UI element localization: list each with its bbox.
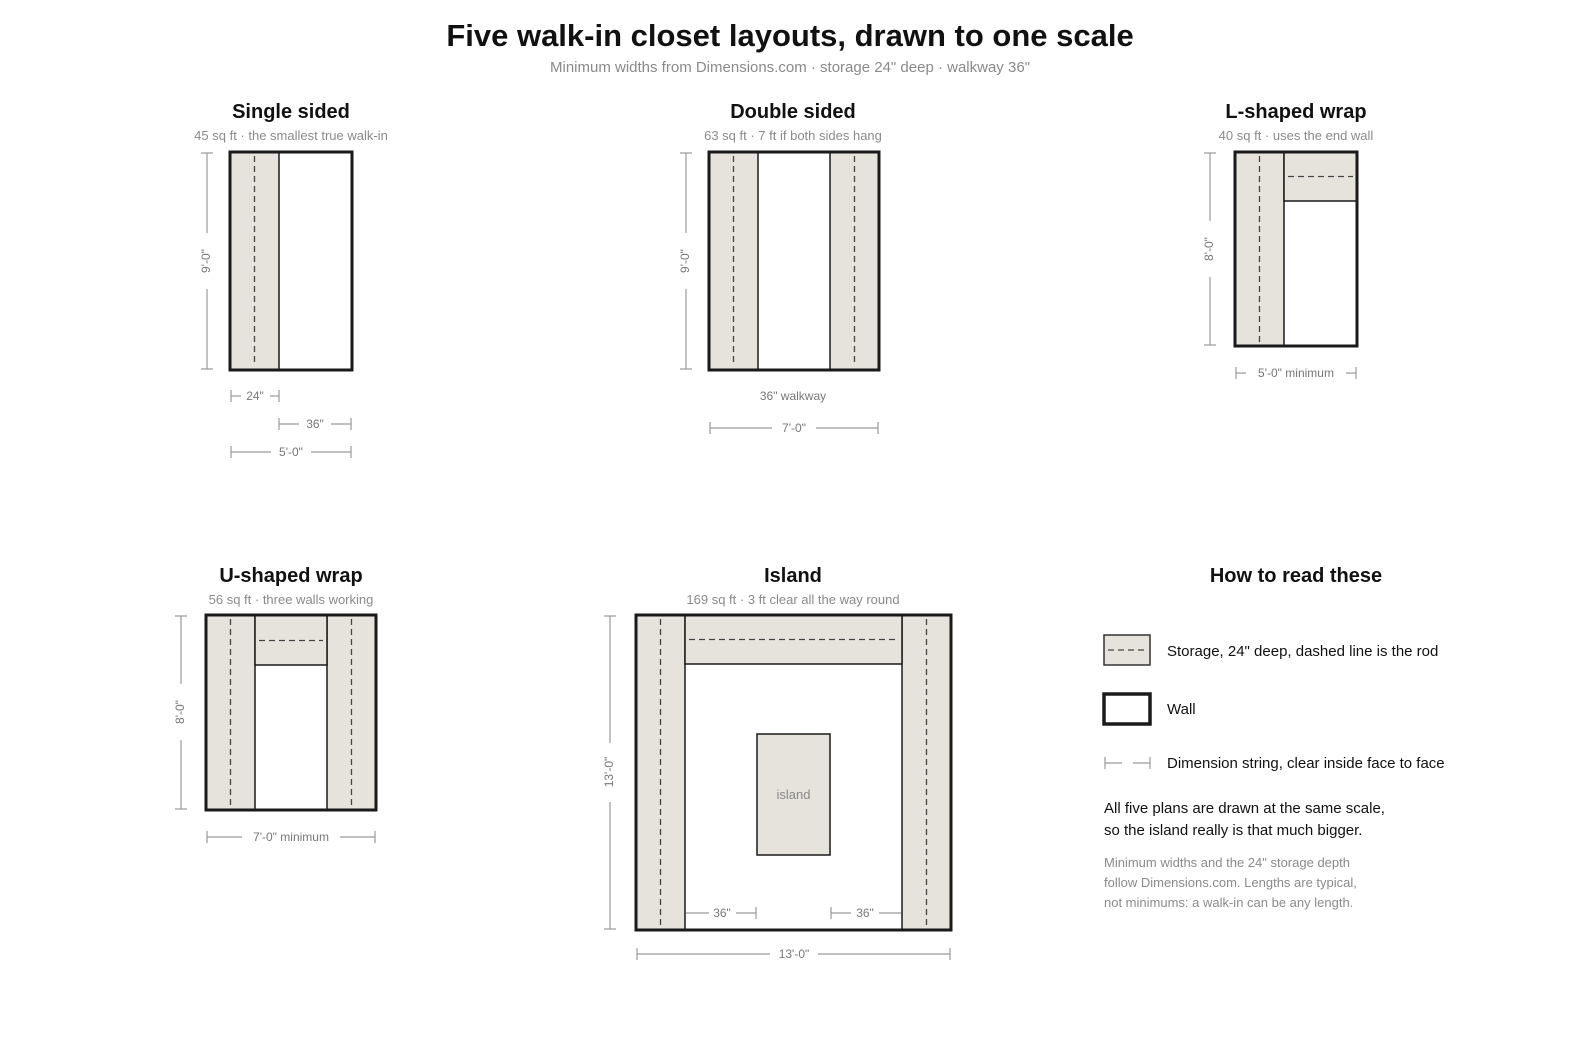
dimension-label: 7'-0" minimum <box>253 830 329 844</box>
plan-title: Double sided <box>730 101 856 123</box>
plan-subtitle: 56 sq ft · three walls working <box>208 592 374 607</box>
dimension-width <box>207 830 375 844</box>
island-label: island <box>776 787 811 802</box>
plan-subtitle: 40 sq ft · uses the end wall <box>1218 128 1374 143</box>
plan-subtitle: 169 sq ft · 3 ft clear all the way round <box>686 592 900 607</box>
dimension-width <box>1236 366 1356 380</box>
dimension-label: 13'-0" <box>778 947 810 961</box>
plan-title: U-shaped wrap <box>219 565 363 587</box>
plan-l-shaped-wrap <box>1202 101 1373 380</box>
dimension-height <box>199 153 213 369</box>
wall-swatch-icon <box>1104 694 1150 724</box>
legend-item-dimension <box>1105 755 1445 772</box>
dimension-label: 7'-0" <box>782 421 806 435</box>
legend-label: Dimension string, clear inside face to face <box>1167 755 1445 772</box>
dimension-label: 8'-0" <box>173 700 188 724</box>
plan-u-shaped-wrap <box>173 565 376 844</box>
legend-item-storage <box>1104 635 1438 665</box>
dimension-height <box>1202 153 1216 345</box>
page-subtitle: Minimum widths from Dimensions.com · storage 24" deep · walkway 36" <box>550 59 1030 76</box>
dimension-height <box>678 153 692 369</box>
walkway-note: 36" walkway <box>759 389 827 403</box>
source-note-line: not minimums: a walk-in can be any length. <box>1104 895 1354 910</box>
plan-single-sided <box>194 101 388 459</box>
dimension-label: 36" <box>856 906 874 920</box>
legend-label: Wall <box>1167 701 1196 718</box>
plan-double-sided <box>678 101 882 435</box>
page-title: Five walk-in closet layouts, drawn to one scale <box>446 18 1134 53</box>
scale-note-line: so the island really is that much bigger. <box>1104 822 1363 839</box>
dimension-label: 24" <box>246 389 264 403</box>
source-note-line: Minimum widths and the 24" storage depth <box>1104 855 1350 870</box>
dimension-walkway <box>279 417 351 431</box>
legend <box>1104 565 1445 910</box>
dimension-height <box>173 616 187 809</box>
legend-item-wall <box>1104 694 1196 724</box>
plan-island <box>602 565 951 961</box>
plan-subtitle: 63 sq ft · 7 ft if both sides hang <box>704 128 882 143</box>
dimension-storage <box>231 389 279 403</box>
scale-note-line: All five plans are drawn at the same scale, <box>1104 800 1385 817</box>
dimension-label: 13'-0" <box>602 756 617 788</box>
dimension-width <box>710 421 878 435</box>
dimension-label: 8'-0" <box>1202 237 1217 261</box>
dimension-height <box>602 616 616 929</box>
dimension-width <box>637 947 950 961</box>
plan-title: Island <box>764 565 822 587</box>
source-note-line: follow Dimensions.com. Lengths are typical, <box>1104 875 1357 890</box>
plan-title: L-shaped wrap <box>1225 101 1367 123</box>
dimension-width <box>231 445 351 459</box>
storage-swatch-icon <box>1104 635 1150 665</box>
dimension-label: 5'-0" minimum <box>1258 366 1334 380</box>
dimension-label: 5'-0" <box>279 445 303 459</box>
plan-subtitle: 45 sq ft · the smallest true walk-in <box>194 128 388 143</box>
dimension-label: 36" <box>713 906 731 920</box>
dimension-label: 36" <box>306 417 324 431</box>
dimension-label: 9'-0" <box>199 249 214 273</box>
dimension-label: 9'-0" <box>678 249 693 273</box>
plan-title: Single sided <box>232 101 350 123</box>
legend-label: Storage, 24" deep, dashed line is the rod <box>1167 643 1439 660</box>
dimension-string-icon <box>1105 757 1150 769</box>
legend-title: How to read these <box>1209 565 1383 587</box>
